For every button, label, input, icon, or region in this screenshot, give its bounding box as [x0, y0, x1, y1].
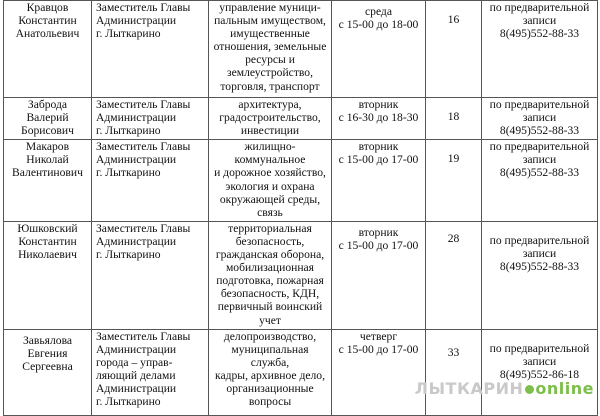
room-cell — [426, 98, 482, 140]
table-row — [4, 329, 598, 415]
reception-time: вторник с 15-00 до 17-00 — [338, 140, 419, 167]
contact-text: по предварительной записи 8(495)552-88-33 — [489, 233, 590, 274]
reception-time-cell — [332, 1, 426, 98]
position-cell — [92, 98, 209, 140]
contact-cell — [482, 98, 598, 140]
reception-time-cell — [332, 140, 426, 222]
responsibility-text: управление муници- пальным имуществом, имущественные отношения, земельные ресурсы и землеустройство, торговля, транспорт — [213, 1, 327, 93]
responsibility-text: архитектура, градостроительство, инвестиции — [219, 98, 321, 138]
position-text: Заместитель Главы Администрации г. Лыткарино — [96, 221, 191, 262]
reception-time-cell — [332, 329, 426, 415]
position-text: Заместитель Главы Администрации города – управ- ляющий делами Администрации г. Лыткарино — [96, 329, 191, 409]
document-page — [3, 0, 597, 409]
watermark-dot-icon — [525, 385, 534, 394]
position-text: Заместитель Главы Администрации г. Лыткарино — [96, 140, 191, 180]
officials-reception-table — [3, 0, 598, 416]
room-number: 33 — [447, 345, 460, 359]
reception-time: среда с 15-00 до 18-00 — [338, 5, 419, 32]
position-cell — [92, 140, 209, 222]
room-cell — [426, 1, 482, 98]
room-cell — [426, 221, 482, 329]
official-name: Завьялова Евгения Сергеевна — [22, 333, 73, 373]
contact-text: по предварительной записи 8(495)552-86-18 — [489, 341, 590, 381]
room-number: 28 — [447, 231, 460, 245]
responsibility-text: территориальная безопасность, гражданская оборона, мобилизационная подготовка, пожарная безопасность, КДН, первичный воинский учет — [215, 221, 325, 327]
position-text: Заместитель Главы Администрации г. Лыткарино — [96, 1, 191, 41]
official-name: Макаров Николай Валентинович — [12, 140, 83, 180]
watermark-suffix: online — [535, 379, 594, 398]
official-name: Юшковский Константин Николаевич — [17, 221, 78, 262]
position-cell — [92, 221, 209, 329]
position-cell — [92, 329, 209, 415]
official-name: Заброда Валерий Борисович — [21, 98, 74, 138]
reception-time: вторник с 15-00 до 17-00 — [338, 225, 419, 252]
official-name-cell — [4, 140, 92, 222]
contact-text: по предварительной записи 8(495)552-88-33 — [489, 98, 590, 138]
official-name: Кравцов Константин Анатольевич — [15, 1, 80, 41]
responsibility-cell — [209, 98, 332, 140]
official-name-cell — [4, 221, 92, 329]
room-number: 16 — [447, 13, 460, 26]
contact-text: по предварительной записи 8(495)552-88-33 — [489, 1, 590, 41]
official-name-cell — [4, 1, 92, 98]
table-row — [4, 140, 598, 222]
reception-time: четверг с 15-00 до 17-00 — [338, 329, 419, 356]
position-text: Заместитель Главы Администрации г. Лыткарино — [96, 98, 191, 138]
room-cell — [426, 329, 482, 415]
responsibility-text: делопроизводство, муниципальная служба, кадры, архивное дело, организационные вопросы — [214, 329, 326, 409]
responsibility-cell — [209, 329, 332, 415]
contact-cell — [482, 221, 598, 329]
table-row — [4, 221, 598, 329]
room-cell — [426, 140, 482, 222]
table-row — [4, 98, 598, 140]
room-number: 18 — [447, 110, 460, 123]
responsibility-cell — [209, 221, 332, 329]
contact-text: по предварительной записи 8(495)552-88-33 — [489, 140, 590, 180]
responsibility-cell — [209, 1, 332, 98]
table-row — [4, 1, 598, 98]
contact-cell — [482, 1, 598, 98]
responsibility-cell — [209, 140, 332, 222]
official-name-cell — [4, 329, 92, 415]
reception-time: вторник с 16-30 до 18-30 — [338, 98, 419, 125]
position-cell — [92, 1, 209, 98]
contact-cell — [482, 329, 598, 415]
contact-cell — [482, 140, 598, 222]
site-watermark-logo — [415, 379, 594, 398]
watermark-prefix: ЛЫТКАРИН — [414, 379, 524, 398]
reception-time-cell — [332, 98, 426, 140]
reception-time-cell — [332, 221, 426, 329]
responsibility-text: жилищно-коммунальное и дорожное хозяйство, экология и охрана окружающей среды, связь — [214, 140, 326, 219]
official-name-cell — [4, 98, 92, 140]
room-number: 19 — [447, 152, 460, 166]
